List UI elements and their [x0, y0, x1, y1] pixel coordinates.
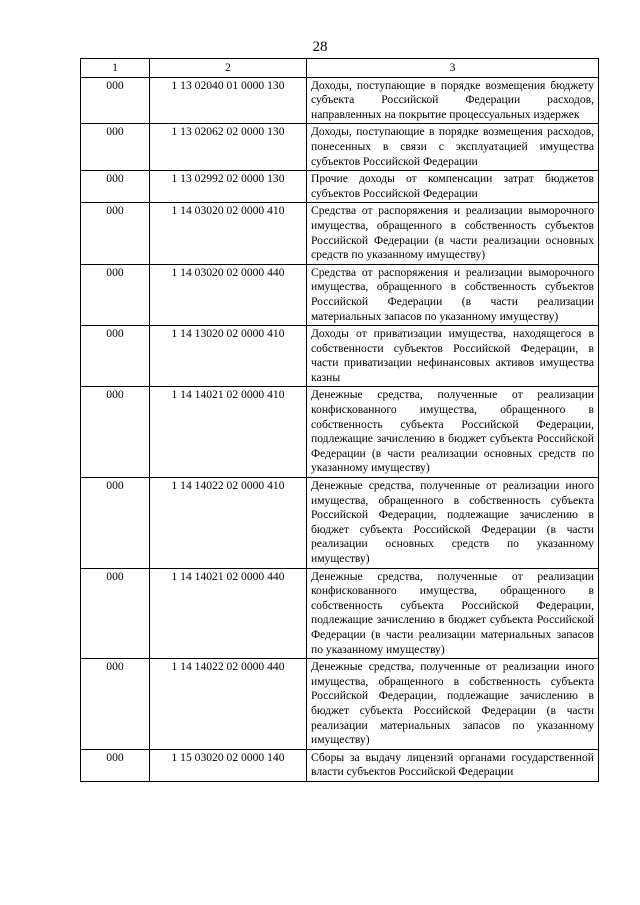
revenue-name-cell: Средства от распоряжения и реализации выморочного имущества, обращенного в собственность субъектов Российской Федерации (в части реализации материальных запасов по указанному имуществу): [307, 264, 599, 325]
column-header-1: 1: [81, 59, 150, 78]
revenue-name-cell: Сборы за выдачу лицензий органами государственной власти субъектов Российской Федерации: [307, 749, 599, 781]
budget-code-cell: 1 14 03020 02 0000 410: [150, 203, 307, 264]
budget-code-cell: 1 14 03020 02 0000 440: [150, 264, 307, 325]
table-row: [81, 124, 599, 171]
revenue-name-cell: Денежные средства, полученные от реализации конфискованного имущества, обращенного в собственность субъекта Российской Федерации, подлежащие зачислению в бюджет субъекта Российской Федерации (в части реализации основных средств по указанному имуществу): [307, 387, 599, 478]
page-number: 28: [312, 39, 328, 55]
admin-code-cell: 000: [81, 264, 150, 325]
table-row: [81, 478, 599, 569]
admin-code-cell: 000: [81, 203, 150, 264]
table-row: [81, 387, 599, 478]
admin-code-cell: 000: [81, 326, 150, 387]
budget-code-cell: 1 13 02062 02 0000 130: [150, 124, 307, 171]
budget-code-cell: 1 14 14021 02 0000 410: [150, 387, 307, 478]
column-header-2: 2: [150, 59, 307, 78]
revenue-name-cell: Денежные средства, полученные от реализации иного имущества, обращенного в собственность субъекта Российской Федерации, подлежащие зачислению в бюджет субъекта Российской Федерации (в части реализации материальных запасов по указанному имуществу): [307, 659, 599, 750]
table-header-row: [81, 59, 599, 78]
table-row: [81, 203, 599, 264]
table-row: [81, 749, 599, 781]
table-row: [81, 171, 599, 203]
revenue-name-cell: Доходы, поступающие в порядке возмещения бюджету субъекта Российской Федерации расходов, направленных на покрытие процессуальных издержек: [307, 77, 599, 124]
table-row: [81, 659, 599, 750]
revenue-name-cell: Средства от распоряжения и реализации выморочного имущества, обращенного в собственность субъектов Российской Федерации (в части реализации основных средств по указанному имуществу): [307, 203, 599, 264]
table-row: [81, 264, 599, 325]
admin-code-cell: 000: [81, 387, 150, 478]
admin-code-cell: 000: [81, 659, 150, 750]
admin-code-cell: 000: [81, 478, 150, 569]
admin-code-cell: 000: [81, 77, 150, 124]
revenue-name-cell: Доходы от приватизации имущества, находящегося в собственности субъектов Российской Федерации, в части приватизации нефинансовых активов имущества казны: [307, 326, 599, 387]
revenue-name-cell: Прочие доходы от компенсации затрат бюджетов субъектов Российской Федерации: [307, 171, 599, 203]
admin-code-cell: 000: [81, 171, 150, 203]
budget-code-cell: 1 13 02992 02 0000 130: [150, 171, 307, 203]
revenue-name-cell: Доходы, поступающие в порядке возмещения расходов, понесенных в связи с эксплуатацией имущества субъектов Российской Федерации: [307, 124, 599, 171]
budget-code-cell: 1 14 13020 02 0000 410: [150, 326, 307, 387]
budget-code-cell: 1 14 14022 02 0000 410: [150, 478, 307, 569]
budget-code-cell: 1 15 03020 02 0000 140: [150, 749, 307, 781]
column-header-3: 3: [307, 59, 599, 78]
budget-code-cell: 1 13 02040 01 0000 130: [150, 77, 307, 124]
budget-code-cell: 1 14 14021 02 0000 440: [150, 568, 307, 659]
table-row: [81, 568, 599, 659]
budget-code-cell: 1 14 14022 02 0000 440: [150, 659, 307, 750]
revenue-name-cell: Денежные средства, полученные от реализации конфискованного имущества, обращенного в собственность субъекта Российской Федерации, подлежащие зачислению в бюджет субъекта Российской Федерации (в части реализации материальных запасов по указанному имуществу): [307, 568, 599, 659]
table-row: [81, 77, 599, 124]
revenue-codes-table: [80, 58, 599, 782]
admin-code-cell: 000: [81, 568, 150, 659]
table-row: [81, 326, 599, 387]
admin-code-cell: 000: [81, 124, 150, 171]
revenue-name-cell: Денежные средства, полученные от реализации иного имущества, обращенного в собственность субъекта Российской Федерации, подлежащие зачислению в бюджет субъекта Российской Федерации (в части реализации основных средств по указанному имуществу): [307, 478, 599, 569]
admin-code-cell: 000: [81, 749, 150, 781]
